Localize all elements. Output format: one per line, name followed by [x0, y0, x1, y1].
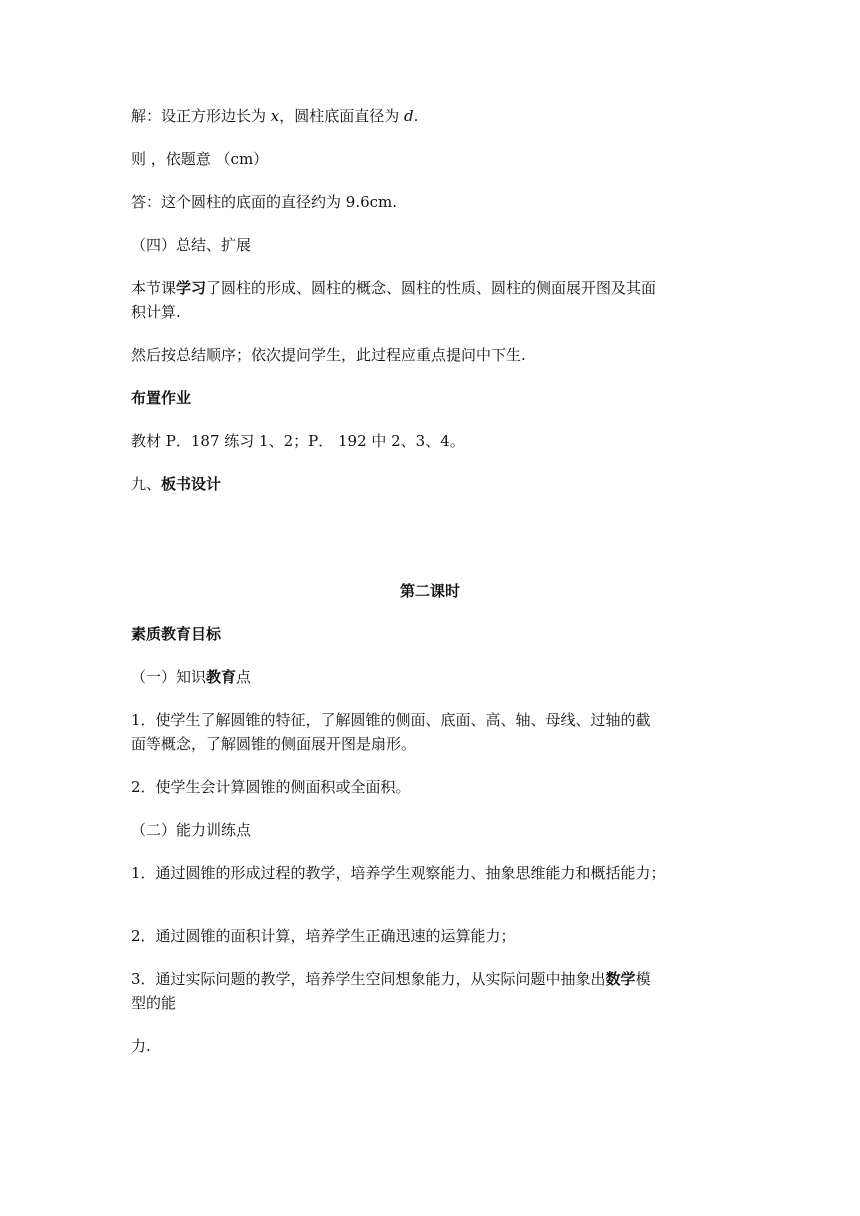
- variable-d: d: [404, 107, 414, 125]
- lesson-two-title: 第二课时: [399, 582, 460, 600]
- summary-paragraph-line-2: 积计算.: [131, 303, 181, 321]
- summary-text-a: 本节课: [131, 279, 177, 297]
- board-design-heading: [131, 472, 731, 496]
- knowledge-item-1-line-1: 1．使学生了解圆锥的特征，了解圆锥的侧面、底面、高、轴、母线、过轴的截: [131, 711, 651, 729]
- answer-line: 答：这个圆柱的底面的直径约为 9.6cm.: [131, 193, 398, 211]
- variable-x: x: [270, 107, 280, 125]
- equation-line: 则 ，依题意 （cm）: [131, 150, 269, 168]
- ability-item-1: 1．通过圆锥的形成过程的教学，培养学生观察能力、抽象思维能力和概括能力；: [131, 864, 666, 882]
- solution-text-b: ，圆柱底面直径为: [279, 107, 405, 125]
- knowledge-points-heading: [131, 665, 731, 689]
- ability-item-3-line-1: [131, 967, 731, 991]
- ability-points-heading: （二）能力训练点: [131, 821, 252, 839]
- ability-item-3-keyword: 数学: [605, 970, 636, 988]
- solution-text-a: 解：设正方形边长为: [131, 107, 271, 125]
- knowledge-heading-a: （一）知识: [131, 668, 207, 686]
- summary-paragraph-line-1: [131, 276, 731, 300]
- knowledge-item-2: 2．使学生会计算圆锥的侧面积或全面积。: [131, 778, 411, 796]
- ability-item-3-line-2: 型的能: [131, 994, 177, 1012]
- review-order-paragraph: 然后按总结顺序；依次提问学生，此过程应重点提问中下生.: [131, 346, 526, 364]
- knowledge-heading-keyword: 教育: [206, 668, 237, 686]
- board-design-title: 板书设计: [161, 475, 222, 493]
- ability-item-3-text-c: 模: [635, 970, 651, 988]
- ability-item-2: 2．通过圆锥的面积计算，培养学生正确迅速的运算能力；: [131, 927, 516, 945]
- summary-keyword-study: 学习: [176, 279, 207, 297]
- homework-heading: 布置作业: [131, 389, 192, 407]
- ability-item-3-text-a: 3．通过实际问题的教学，培养学生空间想象能力，从实际问题中抽象出: [131, 970, 606, 988]
- homework-text: 教材 P．187 练习 1、2；P． 192 中 2、3、4。: [131, 432, 465, 450]
- section-summary-heading: （四）总结、扩展: [131, 236, 252, 254]
- summary-text-c: 了圆柱的形成、圆柱的概念、圆柱的性质、圆柱的侧面展开图及其面: [206, 279, 657, 297]
- solution-line: [131, 104, 731, 128]
- knowledge-heading-c: 点: [236, 668, 252, 686]
- quality-education-goals-heading: 素质教育目标: [131, 625, 222, 643]
- board-design-number: 九、: [131, 475, 162, 493]
- ability-item-3-line-3: 力.: [131, 1037, 151, 1055]
- solution-text-c: .: [413, 107, 419, 125]
- knowledge-item-1-line-2: 面等概念，了解圆锥的侧面展开图是扇形。: [131, 735, 417, 753]
